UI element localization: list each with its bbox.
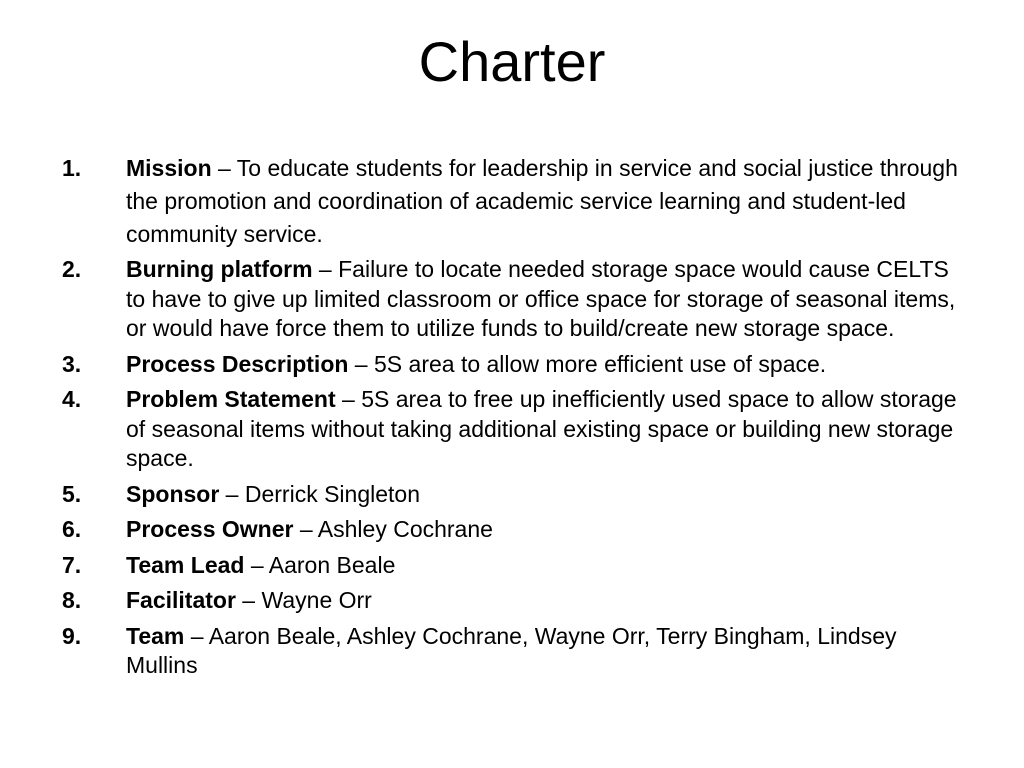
item-term: Team Lead — [126, 551, 245, 578]
item-separator: – — [219, 480, 245, 507]
item-number: 5. — [62, 480, 82, 507]
slide-title: Charter — [418, 30, 606, 93]
item-term: Problem Statement — [126, 386, 336, 412]
item-number: 3. — [62, 350, 82, 377]
item-separator: – — [235, 587, 262, 613]
list-item-team-lead — [62, 551, 962, 581]
list-item-sponsor — [62, 480, 962, 510]
item-separator: – — [312, 256, 339, 282]
item-number: 6. — [62, 516, 82, 542]
item-number: 8. — [62, 587, 82, 613]
item-text: Aaron Beale, Ashley Cochrane, Wayne Orr, Terry Bingham, Lindsey Mullins — [126, 622, 897, 678]
item-term: Team — [126, 622, 185, 649]
list-item-team — [62, 622, 962, 681]
item-number: 4. — [62, 386, 82, 412]
item-separator: – — [335, 386, 362, 412]
item-text: Failure to locate needed storage space would cause CELTS to have to give up limited classroom or office space for storage of seasonal items, or would have force them to utilize funds to build/create new storage space. — [126, 256, 956, 341]
item-term: Sponsor — [126, 480, 220, 507]
list-item-facilitator — [62, 586, 962, 616]
item-text: Derrick Singleton — [244, 480, 420, 507]
item-text: 5S area to free up inefficiently used space to allow storage of seasonal items without taking additional existing space or building new storage space. — [126, 386, 957, 471]
item-text: 5S area to allow more efficient use of space. — [374, 350, 827, 377]
list-item-burning-platform — [62, 255, 962, 344]
item-text: Aaron Beale — [268, 551, 396, 578]
item-separator: – — [244, 551, 269, 578]
item-number: 7. — [62, 551, 82, 578]
item-number: 2. — [62, 256, 82, 282]
item-text: Wayne Orr — [261, 587, 372, 613]
list-item-problem-statement — [62, 385, 962, 474]
charter-list — [62, 152, 962, 687]
list-item-mission — [62, 152, 962, 251]
item-separator: – — [293, 516, 318, 542]
item-term: Burning platform — [126, 256, 313, 282]
item-term: Mission — [126, 155, 212, 181]
item-number: 9. — [62, 622, 82, 649]
item-separator: – — [184, 622, 209, 649]
list-item-process-description — [62, 350, 962, 380]
item-separator: – — [211, 155, 237, 181]
item-term: Process Description — [126, 350, 349, 377]
item-number: 1. — [62, 155, 82, 181]
item-text: To educate students for leadership in service and social justice through the promotion and coordination of academic service learning and student-led community service. — [126, 155, 958, 247]
item-text: Ashley Cochrane — [317, 516, 493, 542]
item-term: Process Owner — [126, 516, 294, 542]
item-term: Facilitator — [126, 587, 236, 613]
item-separator: – — [348, 350, 374, 377]
list-item-process-owner — [62, 515, 962, 545]
